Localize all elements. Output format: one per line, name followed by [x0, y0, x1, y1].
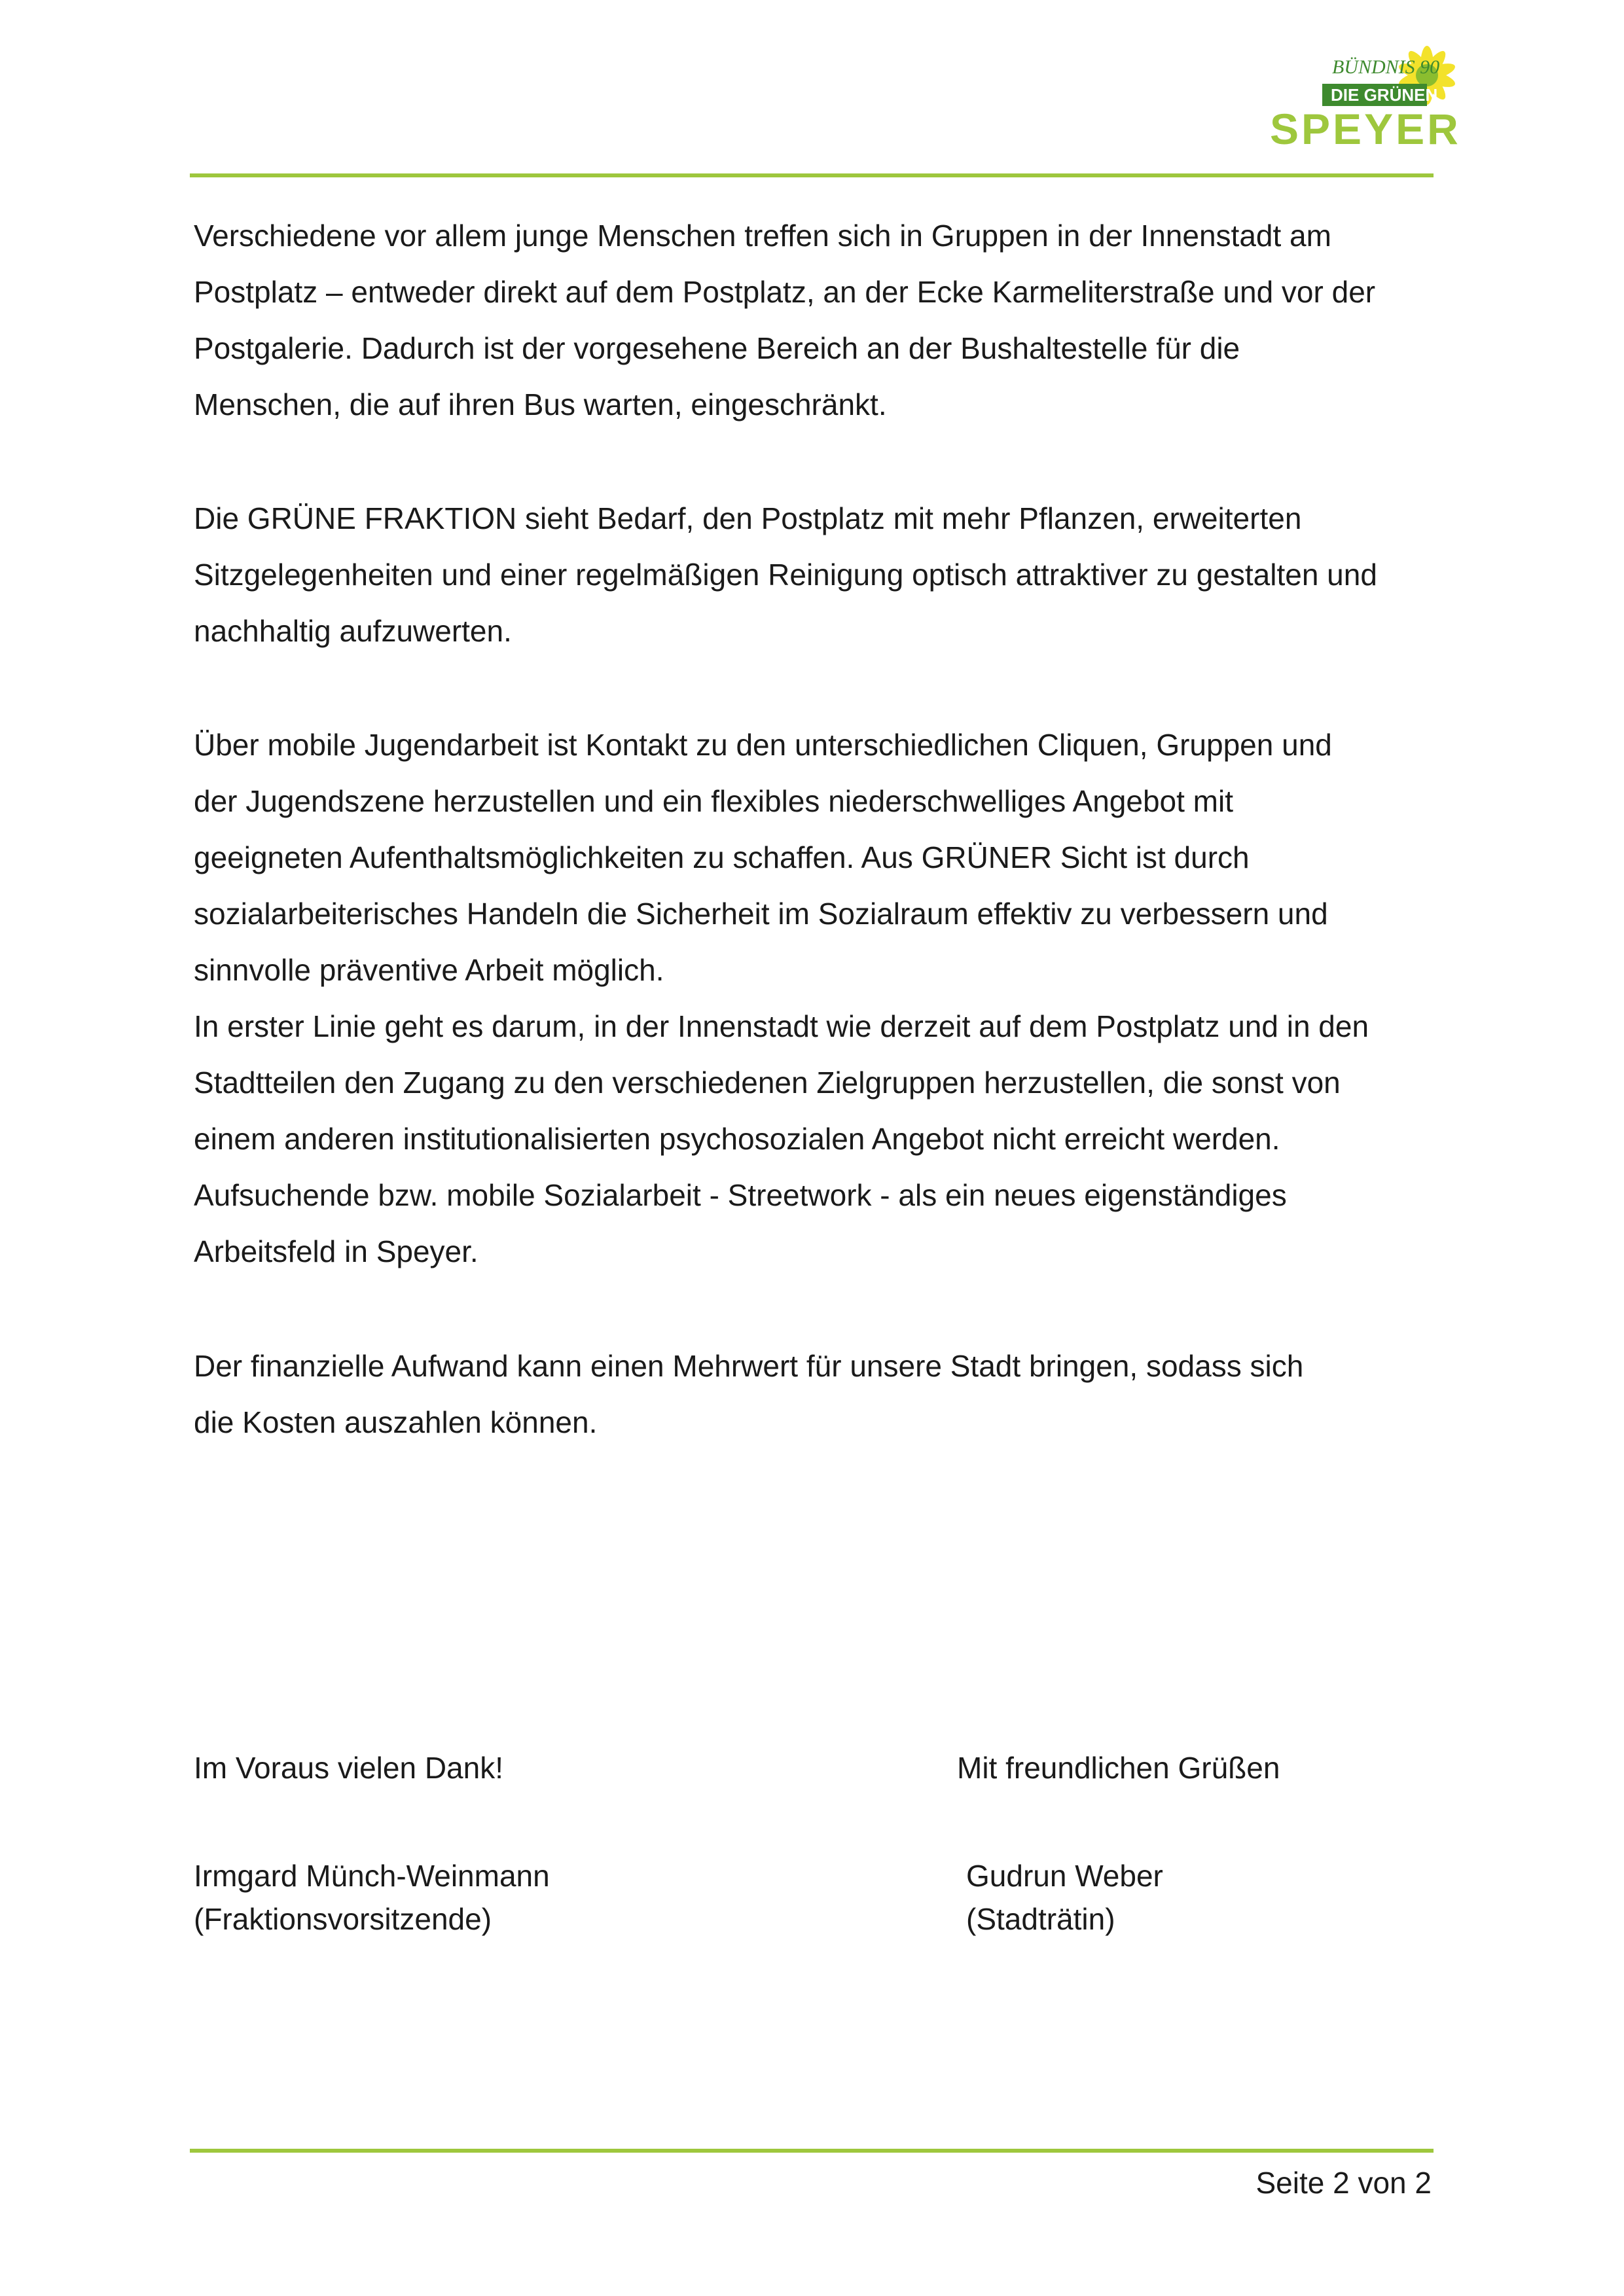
footer-divider — [190, 2149, 1434, 2153]
text-line: der Jugendszene herzustellen und ein flexibles niederschwelliges Angebot mit — [194, 784, 1233, 818]
text-line: sozialarbeiterisches Handeln die Sicherheit im Sozialraum effektiv zu verbessern und — [194, 897, 1328, 931]
text-line: Stadtteilen den Zugang zu den verschiedenen Zielgruppen herzustellen, die sonst von — [194, 1066, 1341, 1100]
closing-thanks: Im Voraus vielen Dank! — [194, 1751, 504, 1785]
text-line: Menschen, die auf ihren Bus warten, eingeschränkt. — [194, 387, 887, 422]
text-line: Die GRÜNE FRAKTION sieht Bedarf, den Postplatz mit mehr Pflanzen, erweiterten — [194, 501, 1302, 535]
signatory-role: (Stadträtin) — [966, 1902, 1115, 1936]
logo-text-buendnis: BÜNDNIS 90 — [1332, 56, 1440, 78]
text-line: Postgalerie. Dadurch ist der vorgesehene Bereich an der Bushaltestelle für die — [194, 331, 1240, 365]
header-divider — [190, 173, 1434, 177]
text-line: In erster Linie geht es darum, in der Innenstadt wie derzeit auf dem Postplatz und in den — [194, 1009, 1369, 1043]
paragraph-costs — [194, 1338, 1490, 1450]
text-line: Aufsuchende bzw. mobile Sozialarbeit - Streetwork - als ein neues eigenständiges — [194, 1178, 1287, 1212]
paragraph-youth-work — [194, 717, 1490, 1280]
text-line: Postplatz – entweder direkt auf dem Postplatz, an der Ecke Karmeliterstraße und vor der — [194, 275, 1376, 309]
text-line: Über mobile Jugendarbeit ist Kontakt zu den unterschiedlichen Cliquen, Gruppen und — [194, 728, 1332, 762]
logo-text-die-gruenen: DIE GRÜNEN — [1331, 85, 1438, 105]
text-line: Arbeitsfeld in Speyer. — [194, 1234, 478, 1268]
text-line: Sitzgelegenheiten und einer regelmäßigen Reinigung optisch attraktiver zu gestalten und — [194, 558, 1377, 592]
signatory-name: Irmgard Münch-Weinmann — [194, 1859, 550, 1893]
text-line: Verschiedene vor allem junge Menschen treffen sich in Gruppen in der Innenstadt am — [194, 219, 1331, 253]
text-line: sinnvolle präventive Arbeit möglich. — [194, 953, 664, 987]
signatory-role: (Fraktionsvorsitzende) — [194, 1902, 492, 1936]
text-line: nachhaltig aufzuwerten. — [194, 614, 512, 648]
signatory-name: Gudrun Weber — [966, 1859, 1163, 1893]
paragraph-situation — [194, 207, 1490, 433]
text-line: geeigneten Aufenthaltsmöglichkeiten zu schaffen. Aus GRÜNER Sicht ist durch — [194, 840, 1250, 874]
party-logo — [1267, 39, 1463, 151]
page-number: Seite 2 von 2 — [1255, 2166, 1432, 2200]
closing-greeting: Mit freundlichen Grüßen — [957, 1751, 1280, 1785]
text-line: einem anderen institutionalisierten psychosozialen Angebot nicht erreicht werden. — [194, 1122, 1280, 1156]
paragraph-proposal — [194, 490, 1490, 659]
text-line: Der finanzielle Aufwand kann einen Mehrwert für unsere Stadt bringen, sodass sich — [194, 1349, 1304, 1383]
logo-text-speyer: SPEYER — [1270, 105, 1461, 151]
text-line: die Kosten auszahlen können. — [194, 1405, 598, 1439]
